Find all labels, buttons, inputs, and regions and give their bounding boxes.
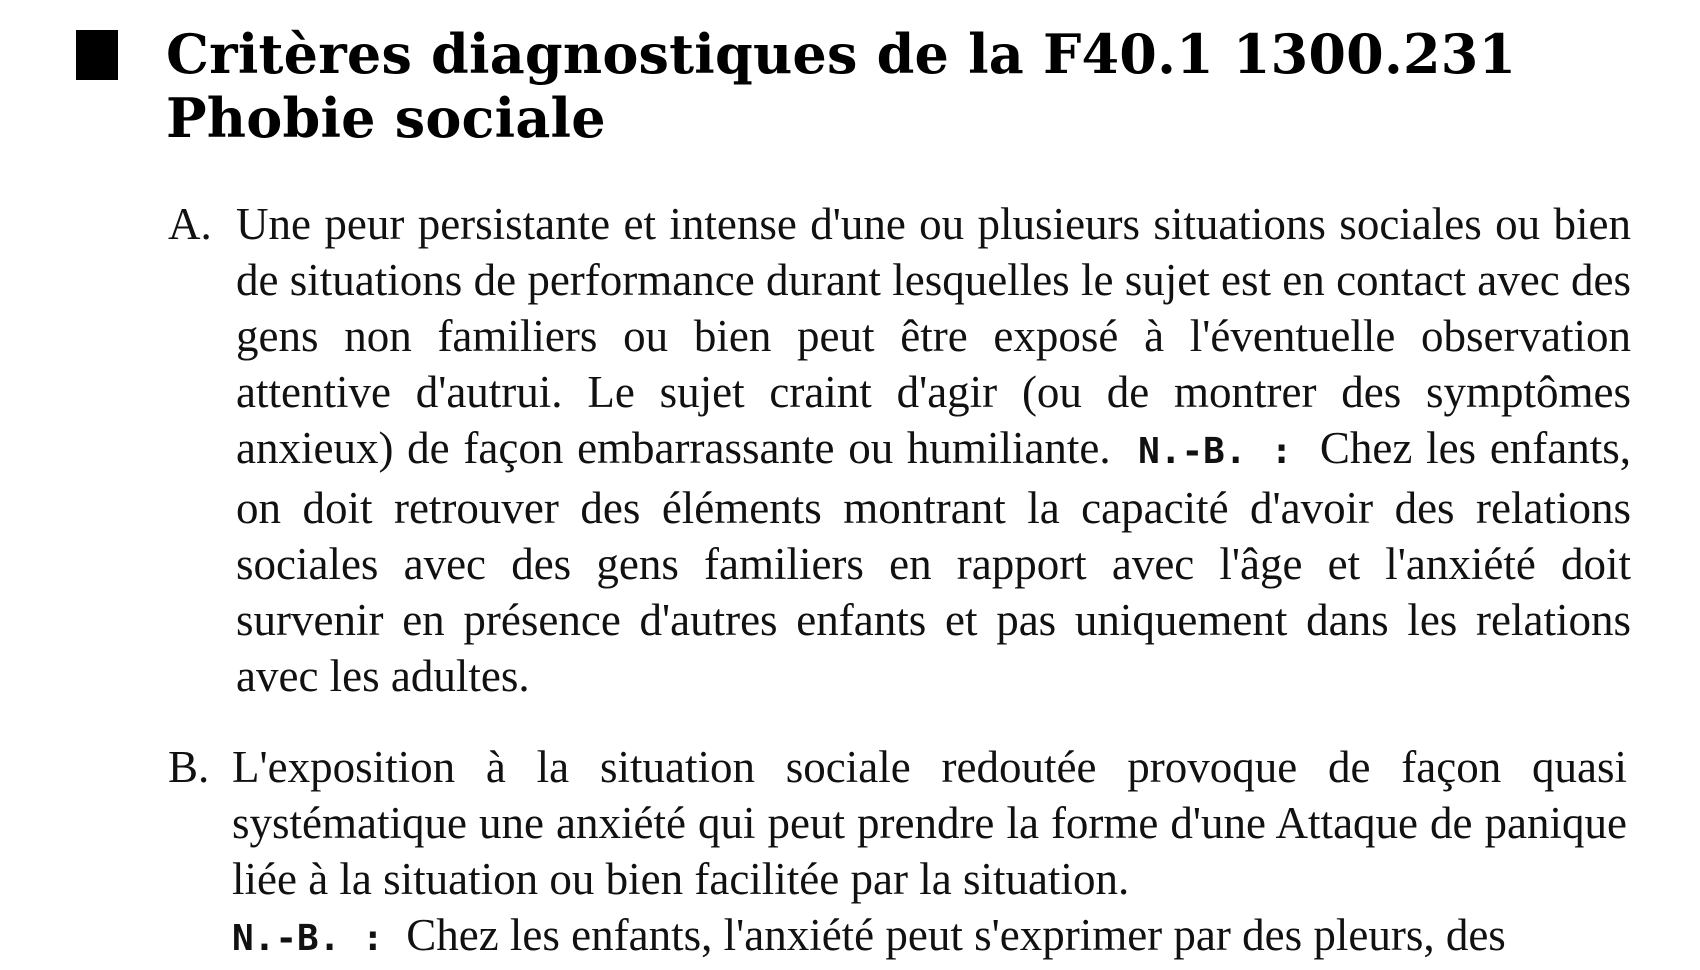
note-label: N.-B. : bbox=[1138, 431, 1293, 472]
criterion-text: L'exposition à la situation sociale redoutée provoque de façon quasi systématique une anxiété qui peut prendre la forme d'une Attaque de panique liée à la situation ou bien facilitée par la situation. bbox=[232, 742, 1627, 904]
criterion-letter: B. bbox=[168, 742, 210, 792]
note-label: N.-B. : bbox=[232, 918, 384, 959]
criterion-body bbox=[232, 739, 1627, 967]
note-text: Chez les enfants, l'anxiété peut s'exprimer par des pleurs, des bbox=[406, 910, 1506, 960]
note-text: Chez les enfants, on doit retrouver des éléments montrant la capacité d'avoir des relations sociales avec des gens familiers en rapport avec l'âge et l'anxiété doit survenir en présence d'autres enfants et pas uniquement dans les relations avec les adultes. bbox=[236, 423, 1632, 701]
heading-title: Critères diagnostiques de la F40.1 1300.231 Phobie sociale bbox=[166, 22, 1517, 150]
criterion-body bbox=[236, 196, 1631, 704]
criterion-letter: A. bbox=[168, 199, 212, 249]
heading-bullet-square bbox=[76, 30, 118, 80]
criterion-text: Une peur persistante et intense d'une ou plusieurs situations sociales ou bien de situations de performance durant lesquelles le sujet est en contact avec des gens non familiers ou bien peut être exposé à l'éventuelle observation attentive d'autrui. Le sujet craint d'agir (ou de montrer des symptômes anxieux) de façon embarrassante ou humiliante. bbox=[236, 199, 1631, 473]
